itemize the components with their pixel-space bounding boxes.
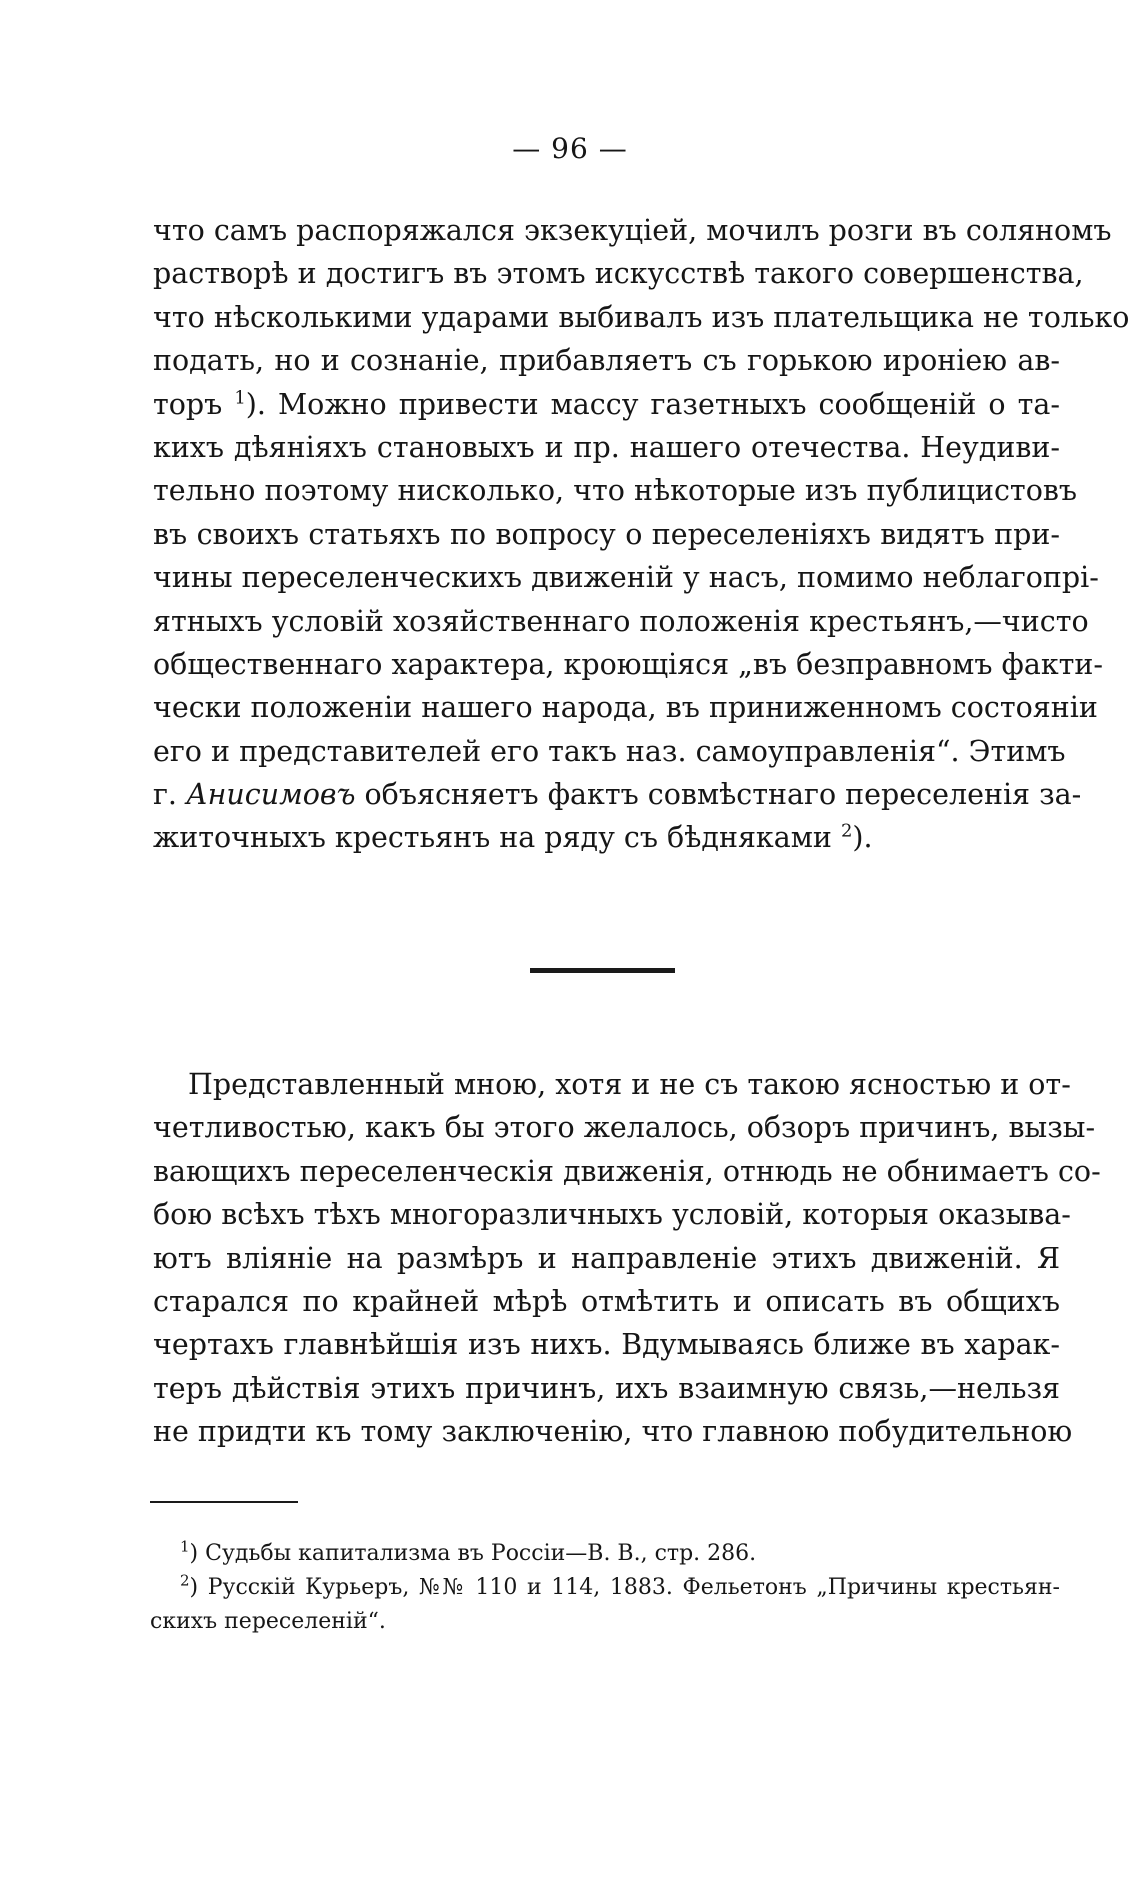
footnote-2-continued: скихъ переселеній“. xyxy=(150,1609,386,1634)
text-line: его и представителей его такъ наз. самоуправленія“. Этимъ xyxy=(153,734,1066,768)
footnote-ref-1[interactable]: 1 xyxy=(234,387,246,409)
text-fragment: ). xyxy=(852,821,873,855)
text-line: что нѣсколькими ударами выбивалъ изъ плательщика не только xyxy=(153,300,1130,334)
text-line: кихъ дѣяніяхъ становыхъ и пр. нашего отечества. Неудиви- xyxy=(153,430,1060,464)
text-line xyxy=(153,773,1082,816)
text-line: ятныхъ условій хозяйственнаго положенія крестьянъ,—чисто xyxy=(153,604,1089,638)
footnote-ref-2[interactable]: 2 xyxy=(840,820,853,842)
footnote-text: ) Русскій Курьеръ, №№ 110 и 114, 1883. Фельетонъ „Причины крестьян- xyxy=(189,1575,1060,1600)
footnote-text: ) Судьбы капитализма въ Россіи—В. В., стр. 286. xyxy=(189,1541,757,1566)
footnote-mark: 2 xyxy=(180,1571,190,1590)
text-fragment: ). Можно привести массу газетныхъ сообщеній о та- xyxy=(245,387,1060,421)
text-line: не придти къ тому заключенію, что главною побудительною xyxy=(153,1415,1073,1449)
text-line: что самъ распоряжался экзекуціей, мочилъ розги въ соляномъ xyxy=(153,214,1112,247)
paragraph-2 xyxy=(153,1063,1101,1454)
text-fragment: г. xyxy=(153,778,187,812)
text-line xyxy=(153,383,1060,426)
text-line xyxy=(153,816,1060,859)
text-line: растворѣ и достигъ въ этомъ искусствѣ такого совершенства, xyxy=(153,257,1084,291)
author-name: Анисимовъ xyxy=(186,778,356,812)
text-line: ютъ вліяніе на размѣръ и направленіе этихъ движеній. Я xyxy=(153,1241,1060,1275)
text-line: подать, но и сознаніе, прибавляетъ съ горькою ироніею ав- xyxy=(153,344,1060,378)
text-line: бою всѣхъ тѣхъ многоразличныхъ условій, которыя оказыва- xyxy=(153,1198,1071,1232)
text-fragment: объясняетъ фактъ совмѣстнаго переселенія за- xyxy=(355,778,1082,812)
text-line: въ своихъ статьяхъ по вопросу о переселеніяхъ видятъ при- xyxy=(153,517,1060,551)
text-line: четливостью, какъ бы этого желалось, обзоръ причинъ, вызы- xyxy=(153,1111,1096,1145)
text-line: вающихъ переселенческія движенія, отнюдь не обнимаетъ со- xyxy=(153,1154,1101,1188)
text-line: тельно поэтому нисколько, что нѣкоторые изъ публицистовъ xyxy=(153,474,1078,508)
text-line: чертахъ главнѣйшія изъ нихъ. Вдумываясь ближе въ харак- xyxy=(153,1328,1060,1362)
section-divider xyxy=(530,968,675,973)
text-line: старался по крайней мѣрѣ отмѣтить и описать въ общихъ xyxy=(153,1284,1060,1318)
text-line: Представленный мною, хотя и не съ такою ясностью и от- xyxy=(188,1068,1071,1101)
text-fragment: житочныхъ крестьянъ на ряду съ бѣдняками xyxy=(153,821,841,855)
page-number: — 96 — xyxy=(512,132,628,165)
footnote-1 xyxy=(150,1537,1060,1571)
text-line: чины переселенческихъ движеній у насъ, помимо неблагопрі- xyxy=(153,561,1099,595)
footnote-2 xyxy=(150,1571,1060,1605)
paragraph-1 xyxy=(153,209,1130,860)
footnotes xyxy=(150,1537,1060,1639)
text-line: общественнаго характера, кроющіяся „въ безправномъ факти- xyxy=(153,647,1104,681)
text-line: чески положеніи нашего народа, въ приниженномъ состояніи xyxy=(153,691,1098,725)
text-fragment: торъ xyxy=(153,387,235,421)
footnote-mark: 1 xyxy=(180,1537,190,1556)
text-line: теръ дѣйствія этихъ причинъ, ихъ взаимную связь,—нельзя xyxy=(153,1371,1060,1405)
footnote-divider xyxy=(150,1501,298,1503)
